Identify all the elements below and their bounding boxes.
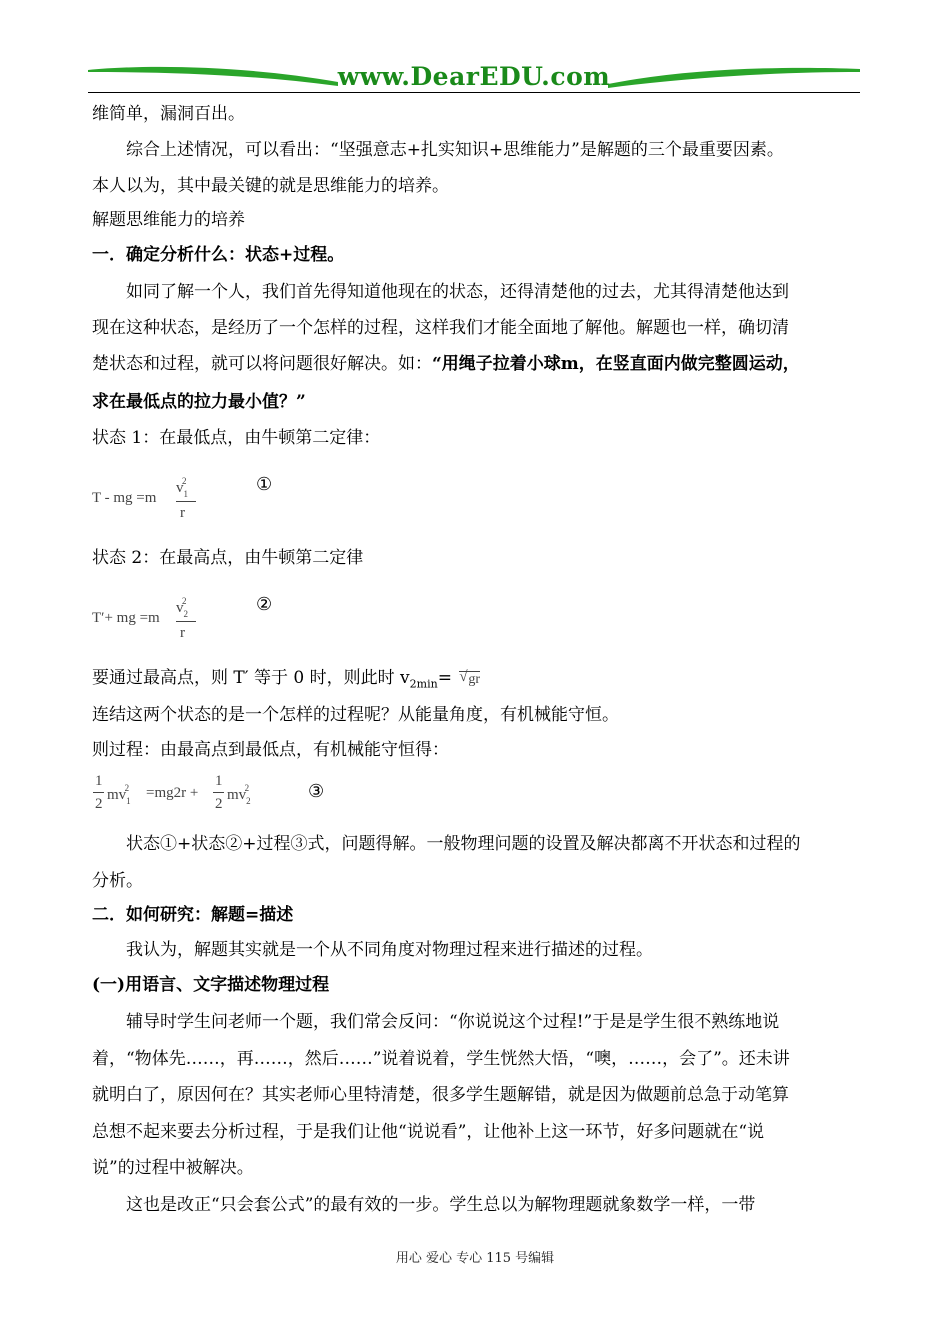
text-line: 辅导时学生问老师一个题，我们常会反问：“你说说这个过程!”于是是学生很不熟练地说 xyxy=(126,1012,780,1032)
eq3-frac1-bar xyxy=(93,792,104,793)
section-heading-1: 一．确定分析什么：状态+过程。 xyxy=(92,245,345,265)
page-footer: 用心 爱心 专心 115 号编辑 xyxy=(395,1251,555,1266)
text-line: 则过程：由最高点到最低点，有机械能守恒得： xyxy=(92,740,449,760)
text-line: 现在这种状态，是经历了一个怎样的过程，这样我们才能全面地了解他。解题也一样，确切清 xyxy=(92,318,789,338)
text-line: 连结这两个状态的是一个怎样的过程呢？从能量角度，有机械能守恒。 xyxy=(92,705,619,725)
text-line: 说”的过程中被解决。 xyxy=(92,1158,254,1178)
eq3-term2: $mv_2^2$ xyxy=(227,783,251,806)
text-line xyxy=(92,352,862,376)
eq1-fraction-bar xyxy=(176,501,196,502)
eq1-numerator: $v_1^2$ xyxy=(176,476,188,499)
text-span: 要通过最高点，则 T′ 等于 0 时，则此时 v xyxy=(92,668,410,688)
problem-statement: “用绳子拉着小球m，在竖直面内做完整圆运动， xyxy=(432,354,800,374)
site-logo[interactable]: www.DearEDU.com xyxy=(337,62,611,91)
text-line: 总想不起来要去分析过程，于是我们让他“说说看”，让他补上这一环节，好多问题就在“说 xyxy=(92,1122,765,1142)
eq2-denominator: r xyxy=(180,625,185,641)
header-divider xyxy=(88,92,860,93)
eq3-frac2-den: 2 xyxy=(215,796,223,812)
eq3-middle: =mg2r + xyxy=(146,785,199,801)
eq2-fraction-bar xyxy=(176,621,196,622)
eq1-denominator: r xyxy=(180,505,185,521)
eq3-frac1-den: 2 xyxy=(95,796,103,812)
text-line: 状态 2：在最高点，由牛顿第二定律 xyxy=(92,548,364,568)
eq3-frac1-num: 1 xyxy=(95,773,103,789)
text-line: 如同了解一个人，我们首先得知道他现在的状态，还得清楚他的过去，尤其得清楚他达到 xyxy=(126,282,789,302)
eq2-lhs: T′+ mg =m xyxy=(92,610,160,626)
section-heading-2: 二．如何研究：解题=描述 xyxy=(92,905,294,925)
eq1-marker: ① xyxy=(256,474,273,495)
text-line: 综合上述情况，可以看出：“坚强意志+扎实知识+思维能力”是解题的三个最重要因素。 xyxy=(126,140,784,160)
subsection-heading: (一)用语言、文字描述物理过程 xyxy=(92,975,330,995)
header-banner xyxy=(88,60,860,94)
text-line: 我认为，解题其实就是一个从不同角度对物理过程来进行描述的过程。 xyxy=(126,940,653,960)
text-line: 这也是改正“只会套公式”的最有效的一步。学生总以为解物理题就象数学一样，一带 xyxy=(126,1195,756,1215)
eq2-numerator: $v_2^2$ xyxy=(176,596,188,619)
text-line: 状态 1：在最低点，由牛顿第二定律： xyxy=(92,428,381,448)
text-span: = xyxy=(437,668,452,688)
eq3-marker: ③ xyxy=(308,781,325,802)
eq3-frac2-num: 1 xyxy=(215,773,223,789)
text-span: 楚状态和过程，就可以将问题很好解决。如： xyxy=(92,354,432,374)
eq3-term1: $mv_1^2$ xyxy=(107,783,131,806)
sqrt-radical-icon: √ xyxy=(459,669,468,685)
text-line: 就明白了，原因何在？其实老师心里特清楚，很多学生题解错，就是因为做题前总急于动笔算 xyxy=(92,1085,789,1105)
text-line: 状态①+状态②+过程③式，问题得解。一般物理问题的设置及解决都离不开状态和过程的 xyxy=(126,834,801,854)
eq2-marker: ② xyxy=(256,594,273,615)
text-line: 分析。 xyxy=(92,871,143,891)
eq3-frac2-bar xyxy=(213,792,224,793)
text-line: 本人以为，其中最关键的就是思维能力的培养。 xyxy=(92,176,449,196)
v2min-subscript: 2min xyxy=(409,677,438,691)
sqrt-expression: √ gr xyxy=(459,669,481,687)
problem-statement-end: 求在最低点的拉力最小值？” xyxy=(92,392,306,412)
eq1-lhs: T - mg =m xyxy=(92,490,157,506)
text-line: 着，“物体先……，再……，然后……”说着说着，学生恍然大悟，“噢，……，会了”。还未讲 xyxy=(92,1049,790,1069)
section-heading: 解题思维能力的培养 xyxy=(92,210,245,230)
text-line xyxy=(92,666,862,696)
text-line: 维简单，漏洞百出。 xyxy=(92,104,245,124)
